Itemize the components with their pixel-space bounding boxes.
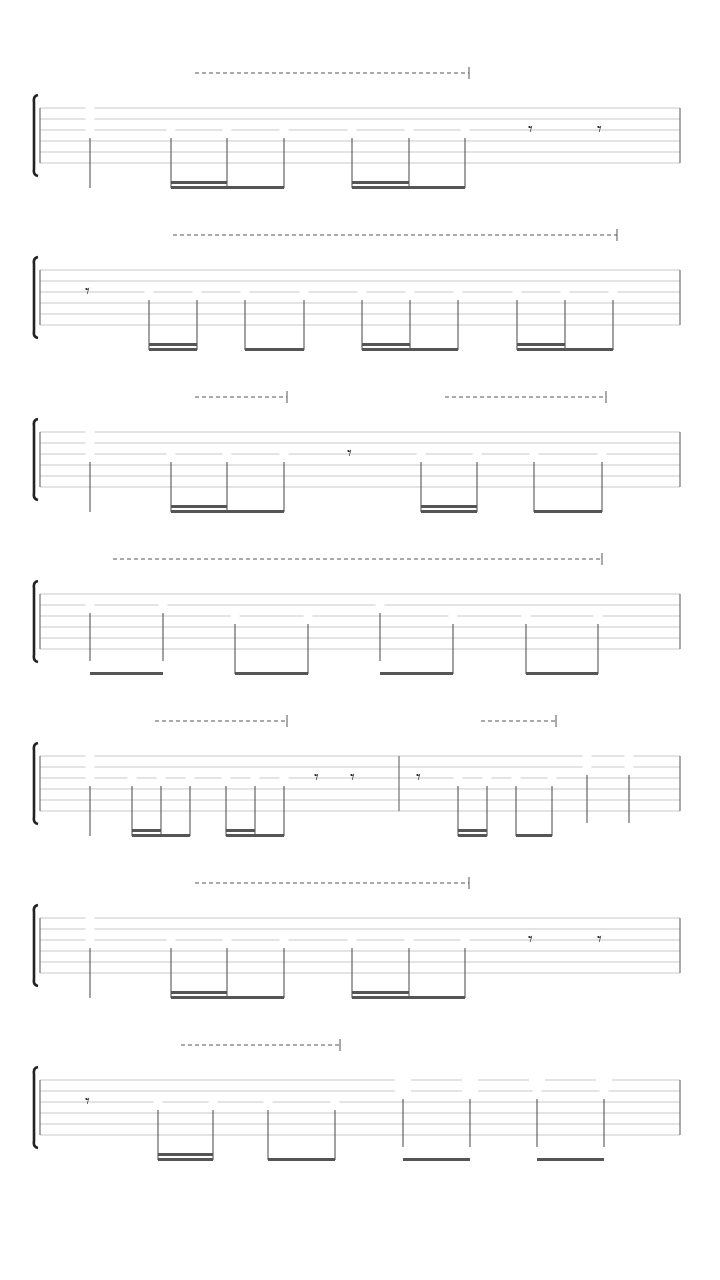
fret-background	[167, 448, 176, 459]
fret-background	[251, 772, 260, 783]
fret-background	[598, 448, 607, 459]
fret-background	[417, 448, 426, 459]
fret-background	[86, 934, 95, 945]
fret-background	[280, 772, 289, 783]
note-beam	[171, 181, 227, 184]
fret-background	[529, 1074, 545, 1085]
tab-system	[34, 715, 680, 837]
fret-background	[86, 437, 95, 448]
note-beam	[171, 991, 227, 994]
fret-background	[454, 286, 463, 297]
tab-system	[34, 229, 680, 351]
fret-background	[264, 1096, 273, 1107]
fret-background	[154, 1096, 163, 1107]
fret-background	[241, 286, 250, 297]
note-beam	[171, 510, 227, 513]
note-beam	[158, 1158, 213, 1161]
fret-background	[86, 599, 95, 610]
note-beam	[90, 672, 163, 675]
note-beam	[380, 672, 453, 675]
fret-background	[186, 772, 195, 783]
tab-system	[34, 553, 680, 675]
fret-background	[395, 1085, 411, 1096]
fret-background	[159, 599, 168, 610]
note-beam	[517, 343, 565, 346]
fret-background	[594, 610, 603, 621]
fret-background	[522, 610, 531, 621]
tab-system	[34, 1039, 680, 1161]
system-bracket	[34, 1067, 38, 1148]
fret-background	[461, 124, 470, 135]
note-beam	[245, 348, 304, 351]
fret-background	[548, 772, 557, 783]
fret-background	[530, 448, 539, 459]
eighth-rest: 𝄾	[85, 1091, 90, 1112]
fret-background	[86, 113, 95, 124]
eighth-rest: 𝄾	[314, 767, 319, 788]
fret-background	[449, 610, 458, 621]
fret-background	[405, 934, 414, 945]
note-beam	[132, 829, 161, 832]
note-beam	[226, 829, 255, 832]
fret-background	[512, 772, 521, 783]
tab-system	[34, 877, 680, 999]
note-beam	[171, 996, 227, 999]
note-beam	[227, 996, 284, 999]
fret-background	[533, 1085, 542, 1096]
note-beam	[517, 348, 565, 351]
fret-background	[86, 923, 95, 934]
system-bracket	[34, 905, 38, 986]
fret-background	[625, 750, 634, 761]
note-beam	[352, 181, 409, 184]
fret-background	[223, 448, 232, 459]
fret-background	[223, 124, 232, 135]
note-beam	[403, 1158, 470, 1161]
note-beam	[458, 834, 487, 837]
note-beam	[158, 1153, 213, 1156]
fret-background	[609, 286, 618, 297]
note-beam	[516, 834, 552, 837]
fret-background	[376, 599, 385, 610]
fret-background	[231, 610, 240, 621]
fret-background	[280, 448, 289, 459]
fret-background	[86, 772, 95, 783]
note-beam	[362, 343, 410, 346]
note-beam	[227, 510, 284, 513]
fret-background	[348, 124, 357, 135]
fret-background	[167, 934, 176, 945]
note-beam	[268, 1158, 335, 1161]
note-beam	[458, 829, 487, 832]
system-bracket	[34, 257, 38, 338]
fret-background	[86, 448, 95, 459]
system-bracket	[34, 419, 38, 500]
fret-background	[483, 772, 492, 783]
eighth-rest: 𝄾	[350, 767, 355, 788]
fret-background	[304, 610, 313, 621]
eighth-rest: 𝄾	[528, 929, 533, 950]
note-beam	[352, 991, 409, 994]
fret-background	[280, 124, 289, 135]
fret-background	[513, 286, 522, 297]
note-beam	[421, 505, 477, 508]
eighth-rest: 𝄾	[597, 119, 602, 140]
note-beam	[255, 834, 284, 837]
note-beam	[352, 186, 409, 189]
fret-background	[222, 772, 231, 783]
fret-background	[300, 286, 309, 297]
eighth-rest: 𝄾	[85, 281, 90, 302]
system-bracket	[34, 581, 38, 662]
note-beam	[149, 343, 197, 346]
note-beam	[227, 186, 284, 189]
fret-background	[406, 286, 415, 297]
note-beam	[537, 1158, 604, 1161]
fret-background	[193, 286, 202, 297]
note-beam	[362, 348, 410, 351]
fret-background	[358, 286, 367, 297]
fret-background	[331, 1096, 340, 1107]
fret-background	[583, 761, 592, 772]
fret-background	[561, 286, 570, 297]
eighth-rest: 𝄾	[597, 929, 602, 950]
fret-background	[395, 1074, 411, 1085]
fret-background	[86, 750, 95, 761]
fret-background	[461, 934, 470, 945]
fret-background	[209, 1096, 218, 1107]
fret-background	[583, 750, 592, 761]
fret-background	[454, 772, 463, 783]
fret-background	[86, 124, 95, 135]
fret-background	[223, 934, 232, 945]
fret-background	[462, 1085, 478, 1096]
note-beam	[534, 510, 602, 513]
note-beam	[352, 996, 409, 999]
tab-system	[34, 391, 680, 513]
note-beam	[149, 348, 197, 351]
fret-background	[405, 124, 414, 135]
fret-background	[167, 124, 176, 135]
fret-background	[625, 761, 634, 772]
fret-background	[145, 286, 154, 297]
fret-background	[86, 912, 95, 923]
note-beam	[235, 672, 308, 675]
fret-background	[600, 1085, 609, 1096]
eighth-rest: 𝄾	[528, 119, 533, 140]
note-beam	[161, 834, 190, 837]
note-beam	[526, 672, 598, 675]
eighth-rest: 𝄾	[347, 443, 352, 464]
fret-background	[280, 934, 289, 945]
note-beam	[565, 348, 613, 351]
system-bracket	[34, 743, 38, 824]
note-beam	[171, 186, 227, 189]
note-beam	[409, 996, 465, 999]
note-beam	[421, 510, 477, 513]
system-bracket	[34, 95, 38, 176]
fret-background	[348, 934, 357, 945]
tab-system	[34, 67, 680, 189]
eighth-rest: 𝄾	[416, 767, 421, 788]
fret-background	[473, 448, 482, 459]
fret-background	[86, 761, 95, 772]
fret-background	[596, 1074, 612, 1085]
fret-background	[86, 426, 95, 437]
note-beam	[171, 505, 227, 508]
fret-background	[86, 102, 95, 113]
note-beam	[226, 834, 255, 837]
note-beam	[410, 348, 458, 351]
note-beam	[132, 834, 161, 837]
fret-background	[157, 772, 166, 783]
note-beam	[409, 186, 465, 189]
fret-background	[128, 772, 137, 783]
fret-background	[462, 1074, 478, 1085]
